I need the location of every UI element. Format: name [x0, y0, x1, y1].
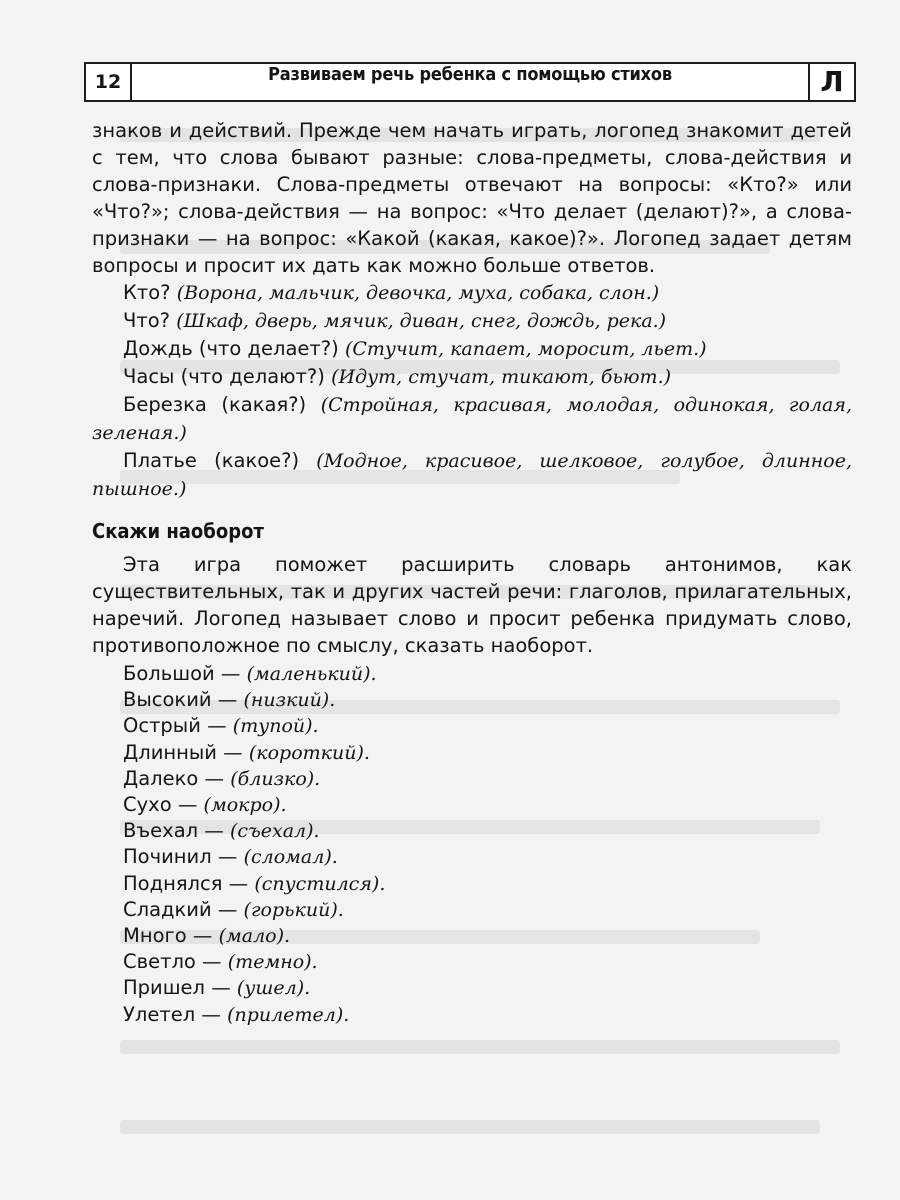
antonym-item: Сухо — (мокро).	[123, 793, 287, 817]
page-number: 12	[86, 64, 132, 100]
question-list	[92, 279, 852, 503]
question-item: Дождь (что делает?) (Стучит, капает, моросит, льет.)	[123, 337, 707, 360]
antonym-item: Поднялся — (спустился).	[123, 871, 386, 895]
antonym-item: Много — (мало).	[123, 924, 291, 948]
antonym-item: Острый — (тупой).	[123, 714, 319, 738]
page-body	[92, 117, 852, 1028]
antonym-list	[92, 661, 852, 1028]
antonym-item: Въехал — (съехал).	[123, 819, 320, 843]
section-paragraph: Эта игра поможет расширить словарь антонимов, как существительных, так и других частей речи: глаголов, прилагательных, наречий. Логопед называет слово и просит ребенка придумать слово, противоположное по смыслу, сказать наоборот.	[92, 553, 852, 657]
antonym-item: Починил — (сломал).	[123, 845, 338, 869]
antonym-item: Сладкий — (горький).	[123, 897, 344, 921]
running-title: Развиваем речь ребенка с помощью стихов	[268, 64, 672, 85]
antonym-item: Пришел — (ушел).	[123, 976, 311, 1000]
logo-letter: Л	[808, 64, 854, 100]
question-item: Что? (Шкаф, дверь, мячик, диван, снег, дождь, река.)	[123, 309, 667, 332]
question-item: Платье (какое?) (Модное, красивое, шелковое, голубое, длинное, пышное.)	[92, 449, 852, 500]
page-header	[84, 62, 856, 102]
antonym-item: Светло — (темно).	[123, 950, 318, 974]
antonym-item: Улетел — (прилетел).	[123, 1002, 350, 1026]
intro-paragraph: знаков и действий. Прежде чем начать играть, логопед знакомит детей с тем, что слова бывают разные: слова-предметы, слова-действия и слова-признаки. Слова-предметы отвечают на вопросы: «Кто?» или «Что?»; слова-действия — на вопрос: «Что делает (делают)?», а слова-признаки — на вопрос: «Какой (какая, какое)?». Логопед задает детям вопросы и просит их дать как можно больше ответов.	[92, 119, 852, 277]
question-item: Часы (что делают?) (Идут, стучат, тикают, бьют.)	[123, 365, 672, 388]
antonym-item: Длинный — (короткий).	[123, 740, 370, 764]
antonym-item: Большой — (маленький).	[123, 662, 377, 685]
question-item: Кто? (Ворона, мальчик, девочка, муха, собака, слон.)	[123, 281, 660, 304]
antonym-item: Далеко — (близко).	[123, 766, 321, 790]
question-item: Березка (какая?) (Стройная, красивая, молодая, одинокая, голая, зеленая.)	[92, 393, 853, 444]
section-heading: Скажи наоборот	[92, 519, 264, 543]
antonym-item: Высокий — (низкий).	[123, 688, 336, 712]
